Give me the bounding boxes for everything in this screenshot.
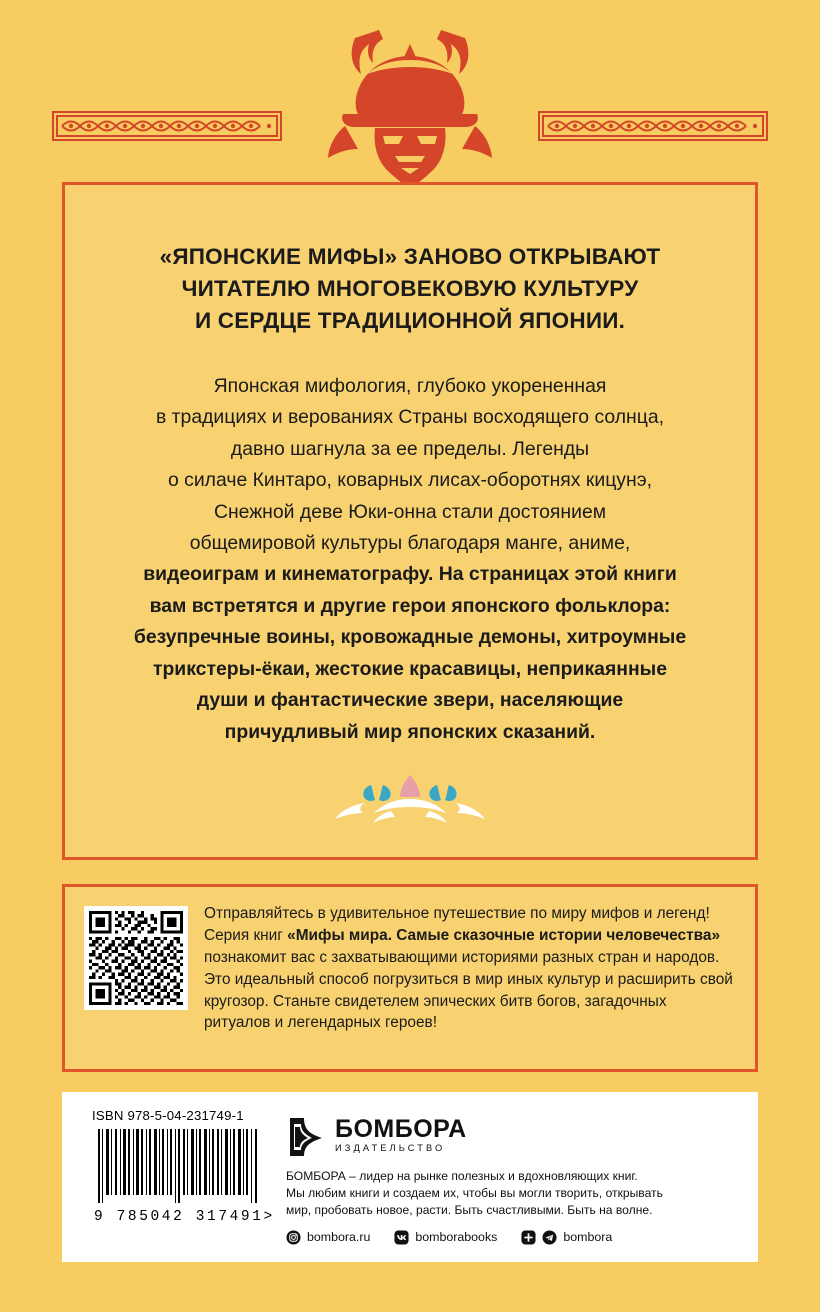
headline-line-3: И СЕРДЦЕ ТРАДИЦИОННОЙ ЯПОНИИ. — [194, 307, 626, 333]
publisher-description — [286, 1168, 740, 1220]
ean-number: 9 785042 317491 — [94, 1209, 264, 1225]
blurb-line-9: безупречные воины, кровожадные демоны, хитроумные — [133, 626, 687, 649]
blurb-line-12: причудливый мир японских сказаний. — [224, 720, 596, 743]
barcode-block — [62, 1092, 280, 1262]
social-links — [286, 1230, 740, 1245]
blurb-line-1: Японская мифология, глубоко укорененная — [213, 374, 607, 397]
floral-flourish-icon — [305, 771, 515, 827]
ean-digits — [92, 1209, 280, 1225]
samurai-kabuto-icon — [315, 30, 505, 190]
ean-suffix: > — [263, 1209, 275, 1225]
series-text-before: Отправляйтесь в удивительное путешествие по миру мифов и легенд! Серия книг — [204, 905, 710, 944]
publisher-logo — [286, 1114, 740, 1156]
blurb-line-7: видеоиграм и кинематографу. На страницах этой книги — [143, 563, 677, 586]
publisher-subtitle: ИЗДАТЕЛЬСТВО — [335, 1142, 446, 1153]
headline-text — [103, 241, 717, 337]
publisher-name-block — [335, 1114, 467, 1153]
vk-handle[interactable]: bomborabooks — [415, 1230, 498, 1245]
telegram-icon[interactable] — [542, 1230, 557, 1245]
ornamental-band-left — [52, 108, 282, 144]
blurb-line-11: души и фантастические звери, населяющие — [196, 689, 624, 712]
blurb-line-2: в традициях и верованиях Страны восходящего солнца, — [155, 406, 665, 429]
series-text-after: познакомит вас с захватывающими историями разных стран и народов. Это идеальный способ погрузиться в мир иных культур и расширить свой кругозор. Станьте свидетелем эпических битв богов, загадочных ритуалов и легендарных героев! — [204, 948, 733, 1032]
headline-line-2: ЧИТАТЕЛЮ МНОГОВЕКОВУЮ КУЛЬТУРУ — [181, 275, 639, 301]
footer-bar — [62, 1092, 758, 1262]
publisher-block — [280, 1092, 758, 1262]
qr-code-icon[interactable] — [84, 906, 188, 1010]
publisher-name: БОМБОРА — [335, 1114, 467, 1143]
ean13-barcode — [92, 1129, 272, 1207]
blurb-line-8: вам встретятся и другие герои японского фольклора: — [149, 594, 671, 617]
isbn-text: ISBN 978-5-04-231749-1 — [92, 1108, 244, 1123]
vk-icon[interactable] — [394, 1230, 409, 1245]
instagram-handle[interactable]: bombora.ru — [307, 1230, 371, 1245]
blurb-line-4: о силаче Кинтаро, коварных лисах-оборотнях кицунэ, — [167, 469, 652, 492]
series-name: «Мифы мира. Самые сказочные истории человечества» — [287, 926, 721, 944]
publisher-description-line-3: мир, пробовать новое, расти. Быть счастливыми. Быть на волне. — [286, 1203, 653, 1218]
blurb-line-10: трикстеры-ёкаи, жестокие красавицы, неприкаянные — [152, 657, 668, 680]
top-decoration-band — [0, 0, 820, 190]
bombora-mark-icon — [286, 1114, 326, 1156]
ornamental-band-right — [538, 108, 768, 144]
blurb-text — [99, 371, 721, 748]
telegram-handle[interactable]: bombora — [563, 1230, 613, 1245]
blurb-line-5: Снежной деве Юки-онна стали достоянием — [213, 500, 607, 523]
blurb-line-3: давно шагнула за ее пределы. Легенды — [230, 437, 590, 460]
headline-line-1: «ЯПОНСКИЕ МИФЫ» ЗАНОВО ОТКРЫВАЮТ — [159, 244, 661, 269]
blurb-line-6: общемировой культуры благодаря манге, аниме, — [189, 532, 631, 554]
instagram-icon[interactable] — [286, 1230, 301, 1245]
publisher-description-line-2: Мы любим книги и создаем их, чтобы вы могли творить, открывать — [286, 1186, 663, 1201]
plus-icon[interactable] — [521, 1230, 536, 1245]
main-blurb-panel — [62, 182, 758, 860]
series-info-panel — [62, 884, 758, 1072]
series-description — [204, 903, 733, 1034]
publisher-description-line-1: БОМБОРА – лидер на рынке полезных и вдохновляющих книг. — [286, 1169, 638, 1183]
